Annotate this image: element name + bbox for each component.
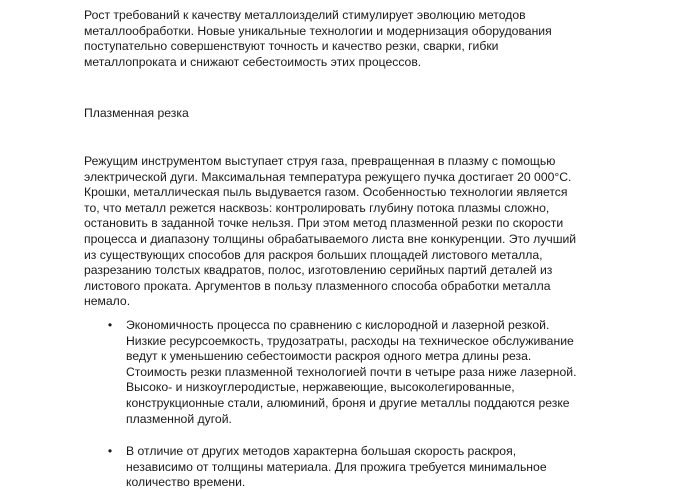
body-paragraph: Режущим инструментом выступает струя газа, превращенная в плазму с помощью электрической дуги. Максимальная температура режущего пучка достигает 20 000°С. Крошки, металлическая пыль выдувается газом. Особенностью технологии является то, что металл режется насквозь: контролировать глубину потока плазмы сложно, остановить в заданной точке нельзя. При этом метод плазменной резки по скорости процесса и диапазону толщины обрабатываемого листа вне конкуренции. Это лучший из существующих способов для раскроя больших площадей листового металла, разрезанию толстых квадратов, полос, изготовлению серийных партий деталей из листового проката. Аргументов в пользу плазменного способа обработки металла немало. (84, 154, 577, 309)
bullet-icon: • (107, 444, 113, 459)
section-heading: Плазменная резка (84, 106, 189, 120)
intro-paragraph: Рост требований к качеству металлоизделий стимулирует эволюцию методов металлообработки. Новые уникальные технологии и модернизация оборудования поступательно совершенствуют точность и качество резки, сварки, гибки металлопроката и снижают себестоимость этих процессов. (84, 8, 552, 69)
list-item-text: В отличие от других методов характерна большая скорость раскроя, независимо от толщины материала. Для прожига требуется минимальное количество времени. (126, 444, 547, 490)
bullet-icon: • (107, 318, 113, 332)
list-item (0, 318, 679, 427)
bullet-list (0, 318, 679, 491)
list-item-text: Экономичность процесса по сравнению с кислородной и лазерной резкой. Низкие ресурсоемкость, трудозатраты, расходы на техническое обслуживание ведут к уменьшению себестоимости раскроя одного метра длины реза. Стоимость резки плазменной технологией почти в четыре раза ниже лазерной. Высоко- и низкоуглеродистые, нержавеющие, высоколегированные, конструкционные стали, алюминий, броня и другие металлы поддаются резке плазменной дугой. (126, 318, 577, 426)
